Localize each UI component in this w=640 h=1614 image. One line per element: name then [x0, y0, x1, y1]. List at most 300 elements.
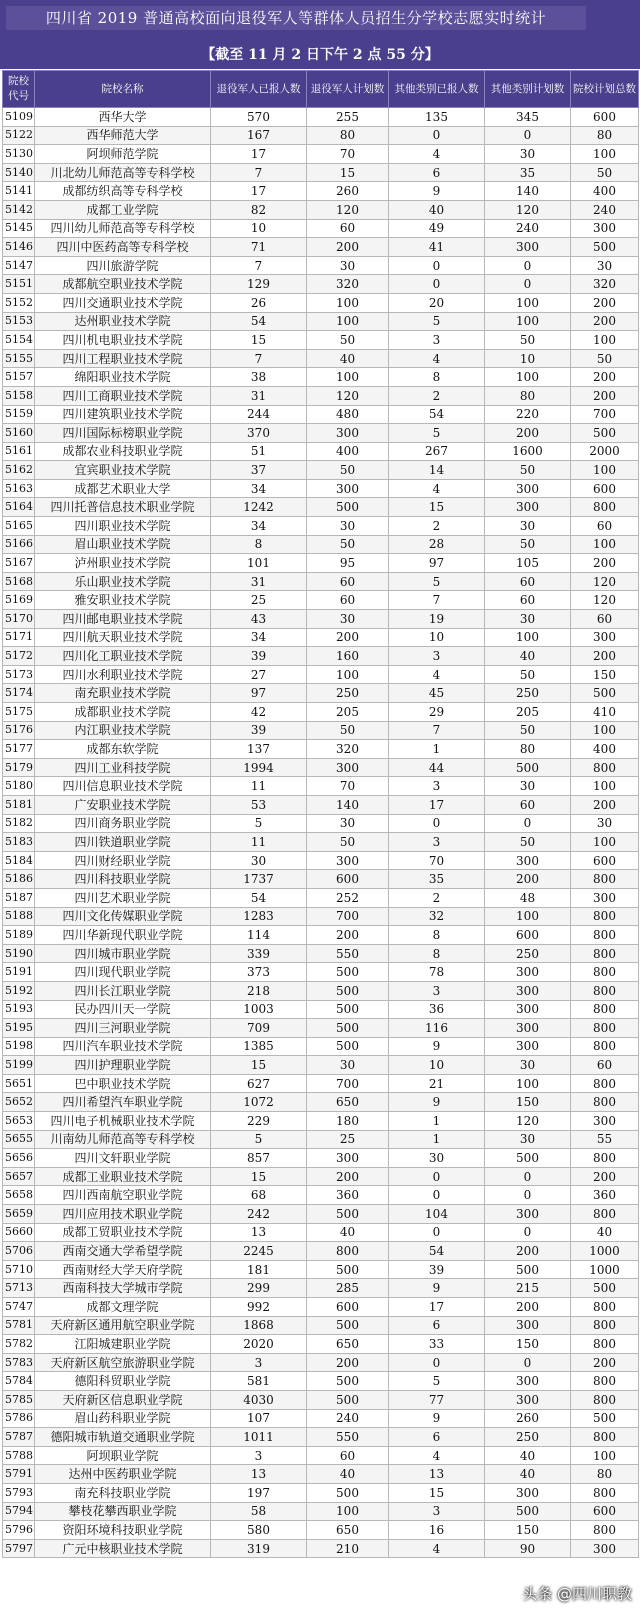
- cell-other-plan: 60: [485, 572, 571, 591]
- cell-veteran-plan: 40: [307, 349, 389, 368]
- cell-veteran-applied: 1868: [211, 1316, 307, 1335]
- cell-total-plan: 100: [571, 777, 639, 796]
- cell-total-plan: 800: [571, 981, 639, 1000]
- cell-name: 四川西南航空职业学院: [35, 1186, 211, 1205]
- cell-code: 5152: [3, 293, 35, 312]
- cell-total-plan: 600: [571, 108, 639, 127]
- cell-other-plan: 150: [485, 1521, 571, 1540]
- cell-veteran-plan: 650: [307, 1521, 389, 1540]
- cell-name: 四川工业科技学院: [35, 758, 211, 777]
- cell-veteran-applied: 34: [211, 479, 307, 498]
- cell-name: 四川工程职业技术学院: [35, 349, 211, 368]
- cell-name: 四川现代职业学院: [35, 963, 211, 982]
- cell-veteran-applied: 218: [211, 981, 307, 1000]
- cell-code: 5195: [3, 1019, 35, 1038]
- cell-other-applied: 3: [389, 777, 485, 796]
- cell-other-applied: 15: [389, 1483, 485, 1502]
- cell-veteran-plan: 500: [307, 963, 389, 982]
- cell-code: 5791: [3, 1465, 35, 1484]
- cell-veteran-plan: 200: [307, 238, 389, 257]
- cell-veteran-plan: 500: [307, 981, 389, 1000]
- cell-total-plan: 55: [571, 1130, 639, 1149]
- cell-name: 天府新区航空旅游职业学院: [35, 1353, 211, 1372]
- cell-veteran-applied: 34: [211, 517, 307, 536]
- cell-veteran-plan: 200: [307, 1167, 389, 1186]
- cell-name: 四川工商职业技术学院: [35, 386, 211, 405]
- cell-total-plan: 100: [571, 1446, 639, 1465]
- header-veteran-plan: 退役军人计划数: [307, 71, 389, 108]
- cell-name: 四川商务职业学院: [35, 814, 211, 833]
- cell-total-plan: 60: [571, 517, 639, 536]
- cell-other-applied: 54: [389, 405, 485, 424]
- cell-veteran-plan: 50: [307, 331, 389, 350]
- table-row: [3, 870, 639, 889]
- table-row: [3, 1279, 639, 1298]
- cell-name: 四川汽车职业技术学院: [35, 1037, 211, 1056]
- table-row: [3, 628, 639, 647]
- cell-code: 5141: [3, 182, 35, 201]
- table-row: [3, 108, 639, 127]
- table-row: [3, 795, 639, 814]
- cell-veteran-applied: 1242: [211, 498, 307, 517]
- cell-veteran-plan: 550: [307, 1428, 389, 1447]
- cell-total-plan: 80: [571, 1465, 639, 1484]
- cell-veteran-plan: 60: [307, 572, 389, 591]
- cell-veteran-plan: 30: [307, 517, 389, 536]
- cell-code: 5164: [3, 498, 35, 517]
- table-row: [3, 1502, 639, 1521]
- cell-name: 四川华新现代职业学院: [35, 926, 211, 945]
- cell-veteran-plan: 200: [307, 628, 389, 647]
- table-row: [3, 1093, 639, 1112]
- cell-other-applied: 4: [389, 1539, 485, 1558]
- cell-code: 5145: [3, 219, 35, 238]
- cell-other-plan: 120: [485, 200, 571, 219]
- cell-total-plan: 150: [571, 665, 639, 684]
- cell-total-plan: 500: [571, 1409, 639, 1428]
- cell-other-applied: 3: [389, 833, 485, 852]
- cell-other-plan: 300: [485, 238, 571, 257]
- cell-name: 资阳环境科技职业学院: [35, 1521, 211, 1540]
- cell-code: 5710: [3, 1260, 35, 1279]
- cell-other-applied: 70: [389, 851, 485, 870]
- cell-veteran-plan: 60: [307, 219, 389, 238]
- cell-veteran-plan: 550: [307, 944, 389, 963]
- cell-name: 西南财经大学天府学院: [35, 1260, 211, 1279]
- cell-code: 5165: [3, 517, 35, 536]
- cell-other-plan: 60: [485, 795, 571, 814]
- cell-total-plan: 100: [571, 145, 639, 164]
- cell-name: 四川艺术职业学院: [35, 888, 211, 907]
- cell-name: 南充科技职业学院: [35, 1483, 211, 1502]
- cell-name: 广安职业技术学院: [35, 795, 211, 814]
- cell-veteran-plan: 300: [307, 851, 389, 870]
- cell-veteran-applied: 13: [211, 1223, 307, 1242]
- cell-other-applied: 5: [389, 312, 485, 331]
- cell-other-applied: 104: [389, 1205, 485, 1224]
- cell-name: 巴中职业技术学院: [35, 1074, 211, 1093]
- cell-other-applied: 9: [389, 1409, 485, 1428]
- cell-veteran-applied: 319: [211, 1539, 307, 1558]
- cell-other-plan: 150: [485, 1093, 571, 1112]
- header-total-plan: 院校计划总数: [571, 71, 639, 108]
- cell-other-applied: 8: [389, 368, 485, 387]
- cell-other-plan: 300: [485, 851, 571, 870]
- cell-code: 5786: [3, 1409, 35, 1428]
- cell-other-plan: 500: [485, 1260, 571, 1279]
- table-row: [3, 1446, 639, 1465]
- cell-other-applied: 19: [389, 610, 485, 629]
- cell-other-applied: 2: [389, 517, 485, 536]
- cell-total-plan: 200: [571, 386, 639, 405]
- cell-total-plan: 60: [571, 610, 639, 629]
- cell-veteran-applied: 15: [211, 331, 307, 350]
- cell-code: 5175: [3, 703, 35, 722]
- cell-total-plan: 800: [571, 1316, 639, 1335]
- cell-total-plan: 2000: [571, 442, 639, 461]
- cell-code: 5170: [3, 610, 35, 629]
- cell-other-plan: 100: [485, 293, 571, 312]
- cell-total-plan: 400: [571, 182, 639, 201]
- table-row: [3, 163, 639, 182]
- cell-other-applied: 7: [389, 591, 485, 610]
- table-row: [3, 1149, 639, 1168]
- cell-total-plan: 200: [571, 1167, 639, 1186]
- cell-name: 四川应用技术职业学院: [35, 1205, 211, 1224]
- cell-code: 5167: [3, 554, 35, 573]
- cell-other-applied: 9: [389, 1279, 485, 1298]
- cell-veteran-plan: 500: [307, 1019, 389, 1038]
- cell-other-applied: 17: [389, 1298, 485, 1317]
- table-row: [3, 442, 639, 461]
- cell-veteran-plan: 650: [307, 1093, 389, 1112]
- cell-total-plan: 800: [571, 907, 639, 926]
- cell-total-plan: 500: [571, 424, 639, 443]
- cell-veteran-applied: 54: [211, 888, 307, 907]
- cell-other-applied: 3: [389, 331, 485, 350]
- cell-veteran-applied: 373: [211, 963, 307, 982]
- cell-other-plan: 30: [485, 517, 571, 536]
- cell-other-applied: 3: [389, 1502, 485, 1521]
- header-school-name: 院校名称: [35, 71, 211, 108]
- cell-other-applied: 44: [389, 758, 485, 777]
- table-row: [3, 665, 639, 684]
- table-row: [3, 851, 639, 870]
- cell-code: 5181: [3, 795, 35, 814]
- cell-veteran-plan: 250: [307, 684, 389, 703]
- cell-other-plan: 35: [485, 163, 571, 182]
- cell-veteran-applied: 709: [211, 1019, 307, 1038]
- table-row: [3, 517, 639, 536]
- cell-veteran-applied: 229: [211, 1112, 307, 1131]
- cell-name: 西华大学: [35, 108, 211, 127]
- cell-name: 四川护理职业学院: [35, 1056, 211, 1075]
- cell-veteran-applied: 97: [211, 684, 307, 703]
- cell-other-plan: 50: [485, 535, 571, 554]
- cell-other-plan: 30: [485, 777, 571, 796]
- cell-other-applied: 4: [389, 349, 485, 368]
- cell-code: 5162: [3, 461, 35, 480]
- cell-veteran-plan: 255: [307, 108, 389, 127]
- page-title: 四川省 2019 普通高校面向退役军人等群体人员招生分学校志愿实时统计: [6, 6, 586, 30]
- cell-veteran-plan: 600: [307, 870, 389, 889]
- cell-other-plan: 0: [485, 1353, 571, 1372]
- table-row: [3, 944, 639, 963]
- cell-other-plan: 0: [485, 814, 571, 833]
- cell-veteran-plan: 600: [307, 1298, 389, 1317]
- cell-name: 四川交通职业技术学院: [35, 293, 211, 312]
- cell-veteran-applied: 114: [211, 926, 307, 945]
- cell-name: 泸州职业技术学院: [35, 554, 211, 573]
- table-row: [3, 219, 639, 238]
- cell-name: 乐山职业技术学院: [35, 572, 211, 591]
- cell-veteran-plan: 210: [307, 1539, 389, 1558]
- cell-veteran-plan: 40: [307, 1223, 389, 1242]
- cell-other-plan: 105: [485, 554, 571, 573]
- cell-code: 5785: [3, 1390, 35, 1409]
- cell-name: 四川职业技术学院: [35, 517, 211, 536]
- cell-name: 四川邮电职业技术学院: [35, 610, 211, 629]
- cell-veteran-plan: 30: [307, 610, 389, 629]
- cell-veteran-applied: 167: [211, 126, 307, 145]
- cell-veteran-applied: 34: [211, 628, 307, 647]
- cell-code: 5653: [3, 1112, 35, 1131]
- cell-total-plan: 410: [571, 703, 639, 722]
- cell-name: 成都工业学院: [35, 200, 211, 219]
- cell-other-plan: 150: [485, 1335, 571, 1354]
- cell-veteran-plan: 120: [307, 386, 389, 405]
- table-row: [3, 1205, 639, 1224]
- table-row: [3, 963, 639, 982]
- cell-code: 5168: [3, 572, 35, 591]
- cell-name: 四川旅游学院: [35, 256, 211, 275]
- cell-code: 5783: [3, 1353, 35, 1372]
- cell-code: 5184: [3, 851, 35, 870]
- cell-veteran-plan: 180: [307, 1112, 389, 1131]
- cell-veteran-applied: 1283: [211, 907, 307, 926]
- cell-total-plan: 600: [571, 479, 639, 498]
- cell-total-plan: 800: [571, 1037, 639, 1056]
- cell-other-plan: 100: [485, 368, 571, 387]
- cell-name: 绵阳职业技术学院: [35, 368, 211, 387]
- cell-veteran-plan: 95: [307, 554, 389, 573]
- cell-name: 四川机电职业技术学院: [35, 331, 211, 350]
- table-row: [3, 200, 639, 219]
- cell-name: 江阳城建职业学院: [35, 1335, 211, 1354]
- cell-veteran-plan: 100: [307, 293, 389, 312]
- cell-code: 5794: [3, 1502, 35, 1521]
- table-row: [3, 1056, 639, 1075]
- cell-veteran-applied: 39: [211, 721, 307, 740]
- table-row: [3, 703, 639, 722]
- cell-other-plan: 250: [485, 684, 571, 703]
- cell-name: 四川城市职业学院: [35, 944, 211, 963]
- cell-other-applied: 6: [389, 163, 485, 182]
- table-row: [3, 1130, 639, 1149]
- cell-veteran-plan: 320: [307, 275, 389, 294]
- cell-code: 5787: [3, 1428, 35, 1447]
- cell-name: 四川信息职业技术学院: [35, 777, 211, 796]
- cell-code: 5713: [3, 1279, 35, 1298]
- table-row: [3, 1539, 639, 1558]
- table-row: [3, 238, 639, 257]
- cell-other-plan: 220: [485, 405, 571, 424]
- cell-veteran-applied: 11: [211, 777, 307, 796]
- cell-other-plan: 300: [485, 1037, 571, 1056]
- cell-code: 5189: [3, 926, 35, 945]
- cell-veteran-applied: 37: [211, 461, 307, 480]
- cell-code: 5183: [3, 833, 35, 852]
- cell-other-applied: 15: [389, 498, 485, 517]
- table-body: [3, 108, 639, 1558]
- cell-total-plan: 800: [571, 944, 639, 963]
- cell-veteran-plan: 650: [307, 1335, 389, 1354]
- cell-code: 5155: [3, 349, 35, 368]
- cell-name: 成都工业职业技术学院: [35, 1167, 211, 1186]
- cell-total-plan: 500: [571, 238, 639, 257]
- cell-veteran-applied: 1994: [211, 758, 307, 777]
- cell-name: 成都东软学院: [35, 740, 211, 759]
- cell-other-applied: 35: [389, 870, 485, 889]
- cell-veteran-plan: 500: [307, 1483, 389, 1502]
- cell-total-plan: 800: [571, 1093, 639, 1112]
- cell-other-applied: 0: [389, 814, 485, 833]
- cell-veteran-plan: 100: [307, 368, 389, 387]
- table-row: [3, 591, 639, 610]
- cell-name: 眉山药科职业学院: [35, 1409, 211, 1428]
- cell-code: 5186: [3, 870, 35, 889]
- cell-total-plan: 80: [571, 126, 639, 145]
- cell-other-plan: 240: [485, 219, 571, 238]
- cell-code: 5180: [3, 777, 35, 796]
- cell-total-plan: 800: [571, 498, 639, 517]
- cell-name: 西南交通大学希望学院: [35, 1242, 211, 1261]
- cell-name: 西南科技大学城市学院: [35, 1279, 211, 1298]
- cell-total-plan: 30: [571, 814, 639, 833]
- cell-other-applied: 3: [389, 981, 485, 1000]
- cell-veteran-applied: 857: [211, 1149, 307, 1168]
- cell-veteran-plan: 60: [307, 591, 389, 610]
- cell-code: 5174: [3, 684, 35, 703]
- table-row: [3, 256, 639, 275]
- table-row: [3, 293, 639, 312]
- table-row: [3, 1335, 639, 1354]
- cell-total-plan: 300: [571, 219, 639, 238]
- cell-code: 5659: [3, 1205, 35, 1224]
- cell-veteran-plan: 200: [307, 1353, 389, 1372]
- header-veteran-applied: 退役军人已报人数: [211, 71, 307, 108]
- table-row: [3, 479, 639, 498]
- cell-veteran-applied: 15: [211, 1056, 307, 1075]
- cell-total-plan: 700: [571, 405, 639, 424]
- cell-name: 雅安职业技术学院: [35, 591, 211, 610]
- cell-name: 南充职业技术学院: [35, 684, 211, 703]
- cell-other-applied: 14: [389, 461, 485, 480]
- cell-veteran-plan: 700: [307, 1074, 389, 1093]
- cell-name: 成都农业科技职业学院: [35, 442, 211, 461]
- cell-name: 民办四川天一学院: [35, 1000, 211, 1019]
- cell-other-plan: 50: [485, 665, 571, 684]
- cell-code: 5187: [3, 888, 35, 907]
- cell-other-plan: 205: [485, 703, 571, 722]
- cell-veteran-plan: 360: [307, 1186, 389, 1205]
- cell-veteran-applied: 11: [211, 833, 307, 852]
- cell-other-applied: 41: [389, 238, 485, 257]
- cell-name: 四川文化传媒职业学院: [35, 907, 211, 926]
- cell-code: 5784: [3, 1372, 35, 1391]
- cell-other-applied: 7: [389, 721, 485, 740]
- cell-other-plan: 300: [485, 1000, 571, 1019]
- cell-other-applied: 54: [389, 1242, 485, 1261]
- cell-other-plan: 50: [485, 461, 571, 480]
- cell-veteran-plan: 160: [307, 647, 389, 666]
- table-row: [3, 349, 639, 368]
- cell-veteran-plan: 200: [307, 926, 389, 945]
- table-row: [3, 1019, 639, 1038]
- cell-name: 达州职业技术学院: [35, 312, 211, 331]
- cell-veteran-applied: 4030: [211, 1390, 307, 1409]
- cell-veteran-plan: 500: [307, 1037, 389, 1056]
- cell-code: 5655: [3, 1130, 35, 1149]
- cell-other-applied: 0: [389, 1353, 485, 1372]
- cell-total-plan: 800: [571, 1074, 639, 1093]
- cell-total-plan: 200: [571, 554, 639, 573]
- cell-other-plan: 300: [485, 1019, 571, 1038]
- cell-veteran-applied: 39: [211, 647, 307, 666]
- table-row: [3, 1186, 639, 1205]
- cell-other-applied: 6: [389, 1316, 485, 1335]
- cell-other-applied: 267: [389, 442, 485, 461]
- cell-other-applied: 20: [389, 293, 485, 312]
- cell-veteran-applied: 82: [211, 200, 307, 219]
- cell-other-applied: 2: [389, 386, 485, 405]
- cell-name: 川南幼儿师范高等专科学校: [35, 1130, 211, 1149]
- cell-veteran-applied: 27: [211, 665, 307, 684]
- cell-code: 5796: [3, 1521, 35, 1540]
- cell-other-applied: 116: [389, 1019, 485, 1038]
- cell-veteran-plan: 500: [307, 1372, 389, 1391]
- cell-other-applied: 1: [389, 740, 485, 759]
- cell-code: 5198: [3, 1037, 35, 1056]
- cell-name: 四川财经职业学院: [35, 851, 211, 870]
- cell-total-plan: 300: [571, 628, 639, 647]
- cell-total-plan: 200: [571, 293, 639, 312]
- cell-veteran-plan: 30: [307, 1056, 389, 1075]
- cell-veteran-plan: 260: [307, 182, 389, 201]
- cell-code: 5160: [3, 424, 35, 443]
- cell-veteran-plan: 70: [307, 777, 389, 796]
- cell-other-applied: 40: [389, 200, 485, 219]
- cell-veteran-applied: 370: [211, 424, 307, 443]
- cell-other-plan: 120: [485, 1112, 571, 1131]
- cell-veteran-plan: 25: [307, 1130, 389, 1149]
- cell-code: 5140: [3, 163, 35, 182]
- cell-code: 5788: [3, 1446, 35, 1465]
- cell-veteran-plan: 100: [307, 665, 389, 684]
- cell-other-plan: 60: [485, 591, 571, 610]
- cell-veteran-plan: 500: [307, 1260, 389, 1279]
- cell-name: 四川电子机械职业技术学院: [35, 1112, 211, 1131]
- cell-veteran-applied: 242: [211, 1205, 307, 1224]
- cell-veteran-applied: 26: [211, 293, 307, 312]
- cell-veteran-applied: 38: [211, 368, 307, 387]
- cell-veteran-plan: 285: [307, 1279, 389, 1298]
- cell-veteran-plan: 120: [307, 200, 389, 219]
- cell-veteran-applied: 197: [211, 1483, 307, 1502]
- cell-total-plan: 600: [571, 851, 639, 870]
- cell-veteran-applied: 2245: [211, 1242, 307, 1261]
- cell-veteran-applied: 30: [211, 851, 307, 870]
